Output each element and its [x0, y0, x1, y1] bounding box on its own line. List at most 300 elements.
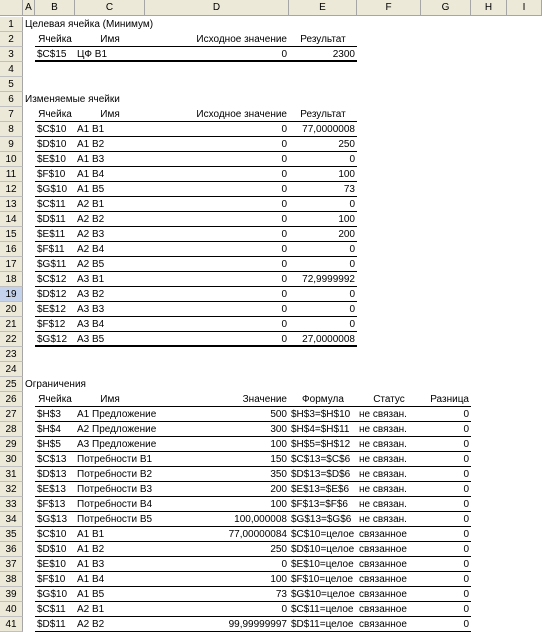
cell[interactable]: 0	[421, 602, 471, 617]
cell[interactable]	[507, 407, 542, 422]
cell[interactable]	[471, 227, 507, 242]
cell[interactable]	[289, 347, 357, 362]
cell[interactable]	[507, 557, 542, 572]
cell[interactable]: 0	[421, 437, 471, 452]
column-header[interactable]: D	[145, 0, 289, 16]
cell[interactable]	[23, 47, 35, 62]
cell[interactable]	[507, 257, 542, 272]
cell[interactable]: Потребности В5	[77, 514, 153, 525]
cell[interactable]	[357, 242, 421, 257]
row-number[interactable]: 5	[0, 77, 23, 92]
cell[interactable]	[23, 287, 35, 302]
cell[interactable]: $E$13	[35, 482, 75, 497]
row-number[interactable]: 40	[0, 602, 23, 617]
cell[interactable]	[23, 62, 35, 77]
cell[interactable]	[471, 257, 507, 272]
cell[interactable]: $E$11	[35, 227, 75, 242]
cell[interactable]	[471, 62, 507, 77]
column-header[interactable]: F	[357, 0, 421, 16]
cell[interactable]	[471, 512, 507, 527]
cell[interactable]: 77,0000008	[289, 122, 357, 137]
cell[interactable]: А1 В5	[75, 587, 145, 602]
cell[interactable]	[471, 527, 507, 542]
row-number[interactable]: 20	[0, 302, 23, 317]
cell[interactable]: $G$10	[35, 587, 75, 602]
row-number[interactable]: 19	[0, 287, 23, 302]
cell[interactable]	[23, 182, 35, 197]
cell[interactable]: $C$11	[35, 602, 75, 617]
cell[interactable]: Формула	[289, 392, 357, 407]
cell[interactable]: 100,000008	[145, 512, 289, 527]
cell[interactable]	[507, 527, 542, 542]
cell[interactable]: 0	[289, 317, 357, 332]
cell[interactable]	[507, 287, 542, 302]
select-all-corner[interactable]	[0, 0, 23, 16]
cell[interactable]	[23, 512, 35, 527]
row-number[interactable]: 31	[0, 467, 23, 482]
row-number[interactable]: 33	[0, 497, 23, 512]
cell[interactable]	[357, 62, 421, 77]
cell[interactable]: $D$11=целое	[289, 617, 357, 632]
cell[interactable]	[23, 497, 35, 512]
cell[interactable]: А1 В1	[75, 527, 145, 542]
cell[interactable]: 100	[145, 497, 289, 512]
cell[interactable]: $C$10=целое	[289, 527, 357, 542]
row-number[interactable]: 37	[0, 557, 23, 572]
cell[interactable]: 100	[145, 572, 289, 587]
cell[interactable]	[471, 122, 507, 137]
cell[interactable]	[75, 77, 145, 92]
cell[interactable]: $D$11	[35, 617, 75, 632]
cell[interactable]	[35, 77, 75, 92]
cell[interactable]: А2 В5	[75, 257, 145, 272]
cell[interactable]: не связан.	[357, 437, 421, 452]
cell[interactable]	[507, 197, 542, 212]
cell[interactable]: А3 В3	[75, 302, 145, 317]
row-number[interactable]: 10	[0, 152, 23, 167]
cell[interactable]: 2300	[289, 47, 357, 62]
cell[interactable]	[507, 392, 542, 407]
cell[interactable]	[23, 302, 35, 317]
cell[interactable]	[471, 167, 507, 182]
cell[interactable]: Имя	[75, 392, 145, 407]
cell[interactable]	[357, 287, 421, 302]
row-number[interactable]: 14	[0, 212, 23, 227]
cell[interactable]: $C$13	[35, 452, 75, 467]
cell[interactable]	[357, 212, 421, 227]
cell[interactable]	[145, 62, 289, 77]
row-number[interactable]: 15	[0, 227, 23, 242]
cell[interactable]	[357, 332, 421, 347]
row-number[interactable]: 38	[0, 572, 23, 587]
cell[interactable]: 0	[145, 257, 289, 272]
cell[interactable]: 100	[145, 437, 289, 452]
cell[interactable]: Разница	[421, 392, 471, 407]
cell[interactable]: $G$10=целое	[289, 587, 357, 602]
cell[interactable]: не связан.	[357, 467, 421, 482]
cell[interactable]: А1 В2	[75, 542, 145, 557]
cell[interactable]: 0	[145, 332, 289, 347]
cell[interactable]: 150	[145, 452, 289, 467]
cell[interactable]	[471, 137, 507, 152]
cell[interactable]	[421, 287, 471, 302]
cell[interactable]	[357, 182, 421, 197]
cell[interactable]: Ячейка	[35, 32, 75, 47]
cell[interactable]: Ячейка	[35, 392, 75, 407]
column-header[interactable]: I	[507, 0, 542, 16]
cell[interactable]	[507, 497, 542, 512]
column-header[interactable]: G	[421, 0, 471, 16]
cell[interactable]	[357, 137, 421, 152]
row-number[interactable]: 13	[0, 197, 23, 212]
cell[interactable]	[507, 572, 542, 587]
row-number[interactable]: 17	[0, 257, 23, 272]
cell[interactable]	[471, 422, 507, 437]
cell[interactable]: 0	[289, 152, 357, 167]
cell[interactable]: связанное	[357, 542, 421, 557]
cell[interactable]: А1 В4	[75, 572, 145, 587]
section-title[interactable]: Целевая ячейка (Минимум)	[25, 19, 154, 30]
cell[interactable]: 0	[421, 422, 471, 437]
cell[interactable]: 0	[145, 167, 289, 182]
cell[interactable]: Потребности В1	[77, 454, 153, 465]
cell[interactable]: $D$13=$D$6	[289, 467, 357, 482]
cell[interactable]	[23, 422, 35, 437]
cell[interactable]	[507, 107, 542, 122]
cell[interactable]: $G$13=$G$6	[289, 512, 357, 527]
cell[interactable]	[507, 167, 542, 182]
cell[interactable]: Значение	[145, 392, 289, 407]
cell[interactable]	[421, 62, 471, 77]
cell[interactable]: 77,00000084	[145, 527, 289, 542]
row-number[interactable]: 28	[0, 422, 23, 437]
cell[interactable]: 0	[145, 152, 289, 167]
cell[interactable]	[471, 617, 507, 632]
cell[interactable]: А1 В4	[75, 167, 145, 182]
cell[interactable]	[357, 272, 421, 287]
cell[interactable]: $E$10=целое	[289, 557, 357, 572]
row-number[interactable]: 1	[0, 17, 23, 32]
cell[interactable]	[471, 317, 507, 332]
row-number[interactable]: 26	[0, 392, 23, 407]
cell[interactable]	[471, 452, 507, 467]
cell[interactable]: 0	[421, 512, 471, 527]
cell[interactable]	[507, 77, 542, 92]
cell[interactable]	[507, 482, 542, 497]
cell[interactable]: связанное	[357, 587, 421, 602]
cell[interactable]: связанное	[357, 527, 421, 542]
cell[interactable]: не связан.	[357, 422, 421, 437]
cell[interactable]	[75, 347, 145, 362]
cell[interactable]	[421, 362, 471, 377]
cell[interactable]: 0	[289, 287, 357, 302]
section-title[interactable]: Ограничения	[25, 379, 86, 390]
cell[interactable]	[23, 452, 35, 467]
cell[interactable]: А1 В5	[75, 182, 145, 197]
cell[interactable]	[507, 512, 542, 527]
cell[interactable]	[357, 32, 421, 47]
cell[interactable]	[23, 617, 35, 632]
cell[interactable]: 0	[145, 317, 289, 332]
row-number[interactable]: 7	[0, 107, 23, 122]
row-number[interactable]: 9	[0, 137, 23, 152]
cell[interactable]: $H$5	[35, 437, 75, 452]
cell[interactable]: 350	[145, 467, 289, 482]
cell[interactable]	[507, 617, 542, 632]
cell[interactable]	[507, 182, 542, 197]
row-number[interactable]: 32	[0, 482, 23, 497]
cell[interactable]: 0	[421, 587, 471, 602]
cell[interactable]	[23, 347, 35, 362]
cell[interactable]	[507, 587, 542, 602]
cell[interactable]: $H$3=$H$10	[289, 407, 357, 422]
cell[interactable]: не связан.	[357, 512, 421, 527]
cell[interactable]: 0	[289, 257, 357, 272]
cell[interactable]	[23, 407, 35, 422]
cell[interactable]	[23, 197, 35, 212]
cell[interactable]	[145, 362, 289, 377]
cell[interactable]	[471, 302, 507, 317]
cell[interactable]	[471, 77, 507, 92]
section-title[interactable]: Изменяемые ячейки	[25, 94, 120, 105]
cell[interactable]: Ячейка	[35, 107, 75, 122]
cell[interactable]	[421, 302, 471, 317]
cell[interactable]: А3 В5	[75, 332, 145, 347]
cell[interactable]	[23, 362, 35, 377]
cell[interactable]	[357, 227, 421, 242]
cell[interactable]: 200	[145, 482, 289, 497]
cell[interactable]	[421, 152, 471, 167]
cell[interactable]: $D$13	[35, 467, 75, 482]
row-number[interactable]: 41	[0, 617, 23, 632]
cell[interactable]	[507, 302, 542, 317]
cell[interactable]: $E$12	[35, 302, 75, 317]
row-number[interactable]: 39	[0, 587, 23, 602]
cell[interactable]	[507, 62, 542, 77]
cell[interactable]	[357, 122, 421, 137]
cell[interactable]: $E$10	[35, 557, 75, 572]
cell[interactable]	[471, 242, 507, 257]
column-header[interactable]: A	[23, 0, 35, 16]
cell[interactable]: 0	[421, 557, 471, 572]
cell[interactable]	[471, 332, 507, 347]
cell[interactable]: $F$11	[35, 242, 75, 257]
cell[interactable]: А3 В4	[75, 317, 145, 332]
cell[interactable]: 0	[145, 122, 289, 137]
cell[interactable]	[507, 317, 542, 332]
cell[interactable]	[23, 467, 35, 482]
cell[interactable]: 500	[145, 407, 289, 422]
cell[interactable]	[289, 62, 357, 77]
column-header[interactable]: C	[75, 0, 145, 16]
cell[interactable]: $G$10	[35, 182, 75, 197]
cell[interactable]	[357, 317, 421, 332]
cell[interactable]: 0	[421, 572, 471, 587]
cell[interactable]: Потребности В4	[77, 499, 153, 510]
cell[interactable]	[507, 362, 542, 377]
cell[interactable]: $F$10=целое	[289, 572, 357, 587]
cell[interactable]	[23, 227, 35, 242]
cell[interactable]: Исходное значение	[145, 107, 289, 122]
cell[interactable]	[145, 77, 289, 92]
cell[interactable]	[23, 152, 35, 167]
cell[interactable]: 250	[289, 137, 357, 152]
cell[interactable]	[23, 572, 35, 587]
cell[interactable]: Статус	[357, 392, 421, 407]
cell[interactable]: $F$13=$F$6	[289, 497, 357, 512]
cell[interactable]: 0	[145, 302, 289, 317]
cell[interactable]	[507, 212, 542, 227]
cell[interactable]: Исходное значение	[145, 32, 289, 47]
cell[interactable]: 0	[145, 287, 289, 302]
cell[interactable]: $H$4=$H$11	[289, 422, 357, 437]
column-header[interactable]: H	[471, 0, 507, 16]
cell[interactable]	[357, 302, 421, 317]
row-number[interactable]: 22	[0, 332, 23, 347]
cell[interactable]: Результат	[289, 107, 357, 122]
cell[interactable]: 0	[289, 242, 357, 257]
cell[interactable]: связанное	[357, 557, 421, 572]
cell[interactable]	[23, 212, 35, 227]
cell[interactable]	[471, 47, 507, 62]
cell[interactable]	[421, 77, 471, 92]
cell[interactable]	[421, 212, 471, 227]
cell[interactable]	[471, 572, 507, 587]
row-number[interactable]: 8	[0, 122, 23, 137]
cell[interactable]: А3 В1	[75, 272, 145, 287]
cell[interactable]	[23, 137, 35, 152]
cell[interactable]: $C$12	[35, 272, 75, 287]
cell[interactable]: 0	[421, 617, 471, 632]
cell[interactable]	[357, 152, 421, 167]
cell[interactable]	[23, 77, 35, 92]
cell[interactable]	[23, 122, 35, 137]
cell[interactable]: А2 В3	[75, 227, 145, 242]
cell[interactable]: Имя	[75, 107, 145, 122]
cell[interactable]: $C$13=$C$6	[289, 452, 357, 467]
cell[interactable]	[471, 347, 507, 362]
cell[interactable]	[23, 107, 35, 122]
cell[interactable]	[421, 107, 471, 122]
cell[interactable]: 0	[421, 542, 471, 557]
cell[interactable]: $G$11	[35, 257, 75, 272]
cell[interactable]: ЦФ В1	[75, 47, 145, 62]
cell[interactable]: 0	[145, 182, 289, 197]
cell[interactable]: 0	[145, 227, 289, 242]
cell[interactable]	[23, 602, 35, 617]
cell[interactable]: А2 Предложение	[77, 424, 157, 435]
cell[interactable]	[357, 257, 421, 272]
cell[interactable]: Потребности В3	[77, 484, 153, 495]
cell[interactable]: $H$5=$H$12	[289, 437, 357, 452]
cell[interactable]	[35, 347, 75, 362]
cell[interactable]	[357, 77, 421, 92]
cell[interactable]: А2 В4	[75, 242, 145, 257]
cell[interactable]: 300	[145, 422, 289, 437]
cell[interactable]	[507, 242, 542, 257]
cell[interactable]: Имя	[75, 32, 145, 47]
cell[interactable]: 0	[145, 272, 289, 287]
cell[interactable]: А2 В2	[75, 617, 145, 632]
cell[interactable]: связанное	[357, 617, 421, 632]
cell[interactable]: не связан.	[357, 452, 421, 467]
cell[interactable]	[471, 182, 507, 197]
row-number[interactable]: 11	[0, 167, 23, 182]
cell[interactable]	[471, 437, 507, 452]
cell[interactable]: 0	[289, 302, 357, 317]
cell[interactable]	[23, 557, 35, 572]
cell[interactable]: $G$13	[35, 512, 75, 527]
cell[interactable]	[507, 452, 542, 467]
cell[interactable]: $E$10	[35, 152, 75, 167]
cell[interactable]: $D$12	[35, 287, 75, 302]
cell[interactable]: $F$10	[35, 572, 75, 587]
cell[interactable]	[471, 392, 507, 407]
row-number[interactable]: 30	[0, 452, 23, 467]
cell[interactable]	[75, 362, 145, 377]
cell[interactable]	[23, 587, 35, 602]
row-number[interactable]: 24	[0, 362, 23, 377]
cell[interactable]: 0	[421, 482, 471, 497]
cell[interactable]	[289, 77, 357, 92]
cell[interactable]	[471, 587, 507, 602]
cell[interactable]: $D$11	[35, 212, 75, 227]
cell[interactable]: А2 В1	[75, 602, 145, 617]
row-number[interactable]: 35	[0, 527, 23, 542]
cell[interactable]: не связан.	[357, 407, 421, 422]
cell[interactable]	[471, 107, 507, 122]
cell[interactable]: Потребности В2	[77, 469, 153, 480]
cell[interactable]	[471, 272, 507, 287]
cell[interactable]: $H$3	[35, 407, 75, 422]
cell[interactable]	[421, 122, 471, 137]
cell[interactable]	[471, 542, 507, 557]
cell[interactable]	[23, 317, 35, 332]
cell[interactable]	[357, 107, 421, 122]
cell[interactable]	[471, 197, 507, 212]
cell[interactable]	[507, 227, 542, 242]
cell[interactable]: $G$12	[35, 332, 75, 347]
cell[interactable]: А1 В2	[75, 137, 145, 152]
cell[interactable]	[289, 362, 357, 377]
cell[interactable]: $D$10=целое	[289, 542, 357, 557]
cell[interactable]	[23, 272, 35, 287]
row-number[interactable]: 18	[0, 272, 23, 287]
cell[interactable]	[471, 602, 507, 617]
cell[interactable]	[421, 347, 471, 362]
cell[interactable]	[23, 527, 35, 542]
cell[interactable]	[23, 32, 35, 47]
row-number[interactable]: 34	[0, 512, 23, 527]
cell[interactable]: $E$13=$E$6	[289, 482, 357, 497]
cell[interactable]: $H$4	[35, 422, 75, 437]
cell[interactable]: $C$11	[35, 197, 75, 212]
cell[interactable]	[507, 602, 542, 617]
cell[interactable]: А2 В2	[75, 212, 145, 227]
cell[interactable]: А1 Предложение	[77, 409, 157, 420]
cell[interactable]	[471, 212, 507, 227]
cell[interactable]	[507, 47, 542, 62]
cell[interactable]	[23, 437, 35, 452]
cell[interactable]: А1 В3	[75, 152, 145, 167]
cell[interactable]: А3 В2	[75, 287, 145, 302]
cell[interactable]	[23, 332, 35, 347]
cell[interactable]	[23, 482, 35, 497]
cell[interactable]	[75, 62, 145, 77]
cell[interactable]: 73	[145, 587, 289, 602]
row-number[interactable]: 36	[0, 542, 23, 557]
cell[interactable]	[421, 197, 471, 212]
